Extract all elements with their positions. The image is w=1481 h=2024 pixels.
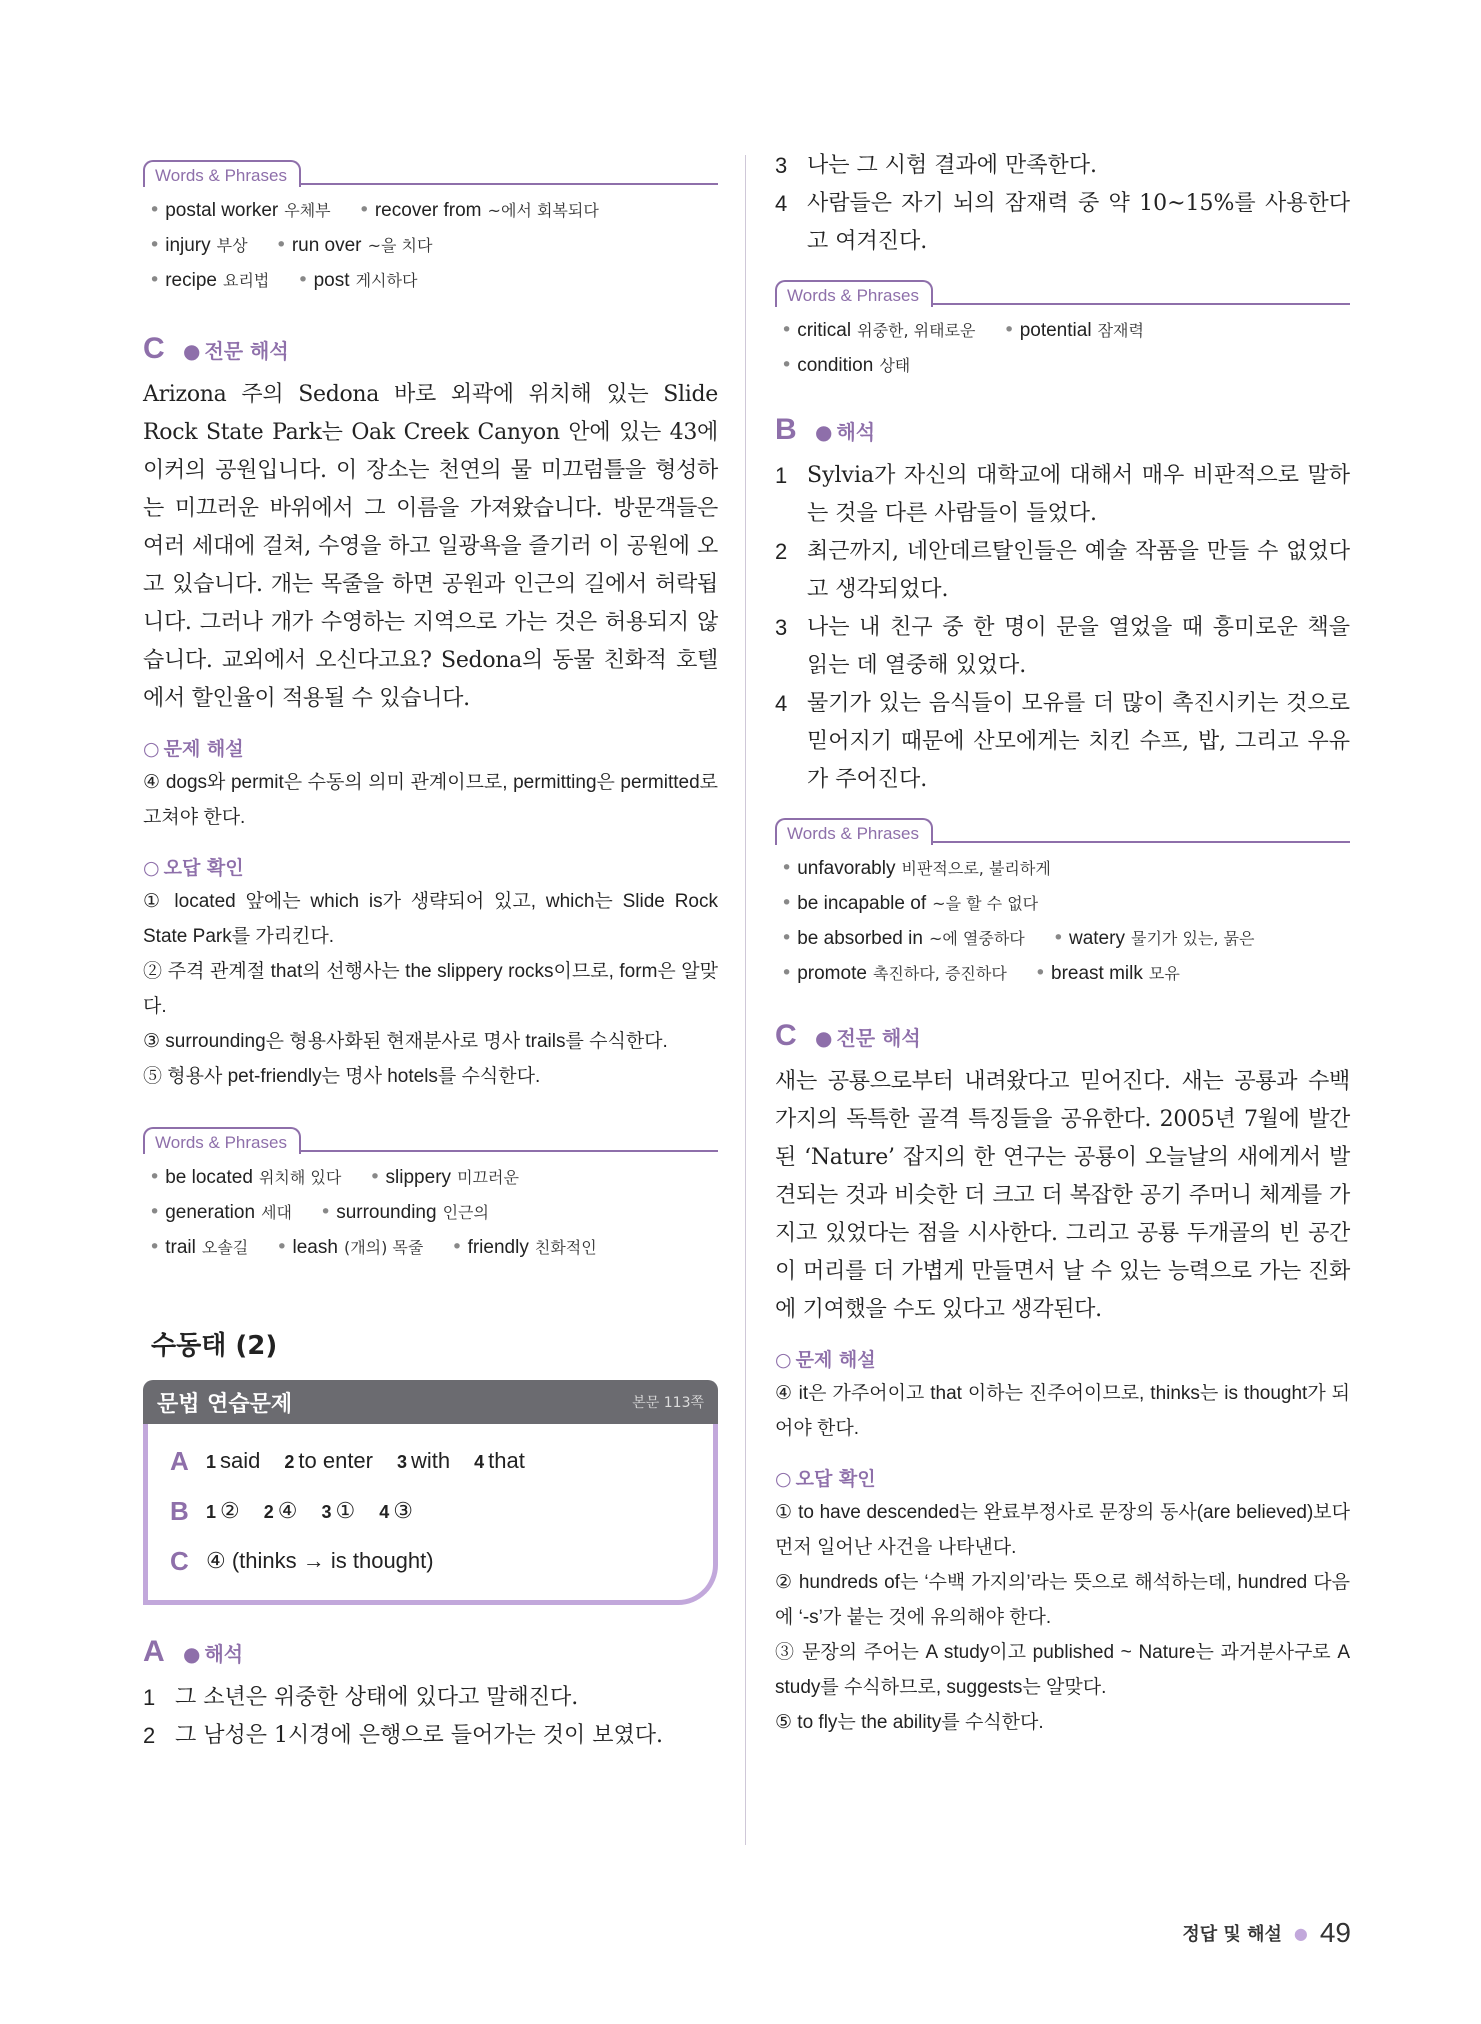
vocab-meaning: 세대 (261, 1203, 292, 1222)
vocab-term: post (313, 270, 350, 291)
answer-item (397, 1448, 450, 1474)
bullet-icon: • (1052, 927, 1064, 949)
words-phrases-list (143, 1152, 718, 1265)
list-item: 4 물기가 있는 음식들이 모유를 더 많이 촉진시키는 것으로 믿어지기 때문에 산모에게는 치킨 수프, 밥, 그리고 우유가 주어진다. (775, 691, 1350, 792)
vocab-item (359, 193, 599, 228)
error-check-item: ② 주격 관계절 that의 선행사는 the slippery rocks이므로, form은 알맞다. (143, 961, 718, 1017)
bullet-icon: • (149, 1166, 161, 1188)
vocab-item (149, 1160, 341, 1195)
vocab-term: run over (291, 235, 362, 256)
words-phrases-list (775, 843, 1350, 991)
list-item: 2 그 남성은 1시경에 은행으로 들어가는 것이 보였다. (143, 1723, 663, 1748)
answer-number: 1 (206, 1502, 217, 1522)
vocab-term: condition (797, 355, 874, 376)
vocab-meaning: 비판적으로, 불리하게 (901, 859, 1051, 878)
vocab-item (276, 1230, 423, 1265)
full-translation-paragraph: 새는 공룡으로부터 내려왔다고 믿어진다. 새는 공룡과 수백 가지의 독특한 골격 특징들을 공유한다. 2005년 7월에 발간된 ‘Nature’ 잡지의 한 연구는 공룡이 오늘날의 새에게서 발견되는 것과 비슷한 더 크고 더 복잡한 공기 주머니 체계를 가지고 있었다는 점을 시사한다. 그리고 공룡 두개골의 빈 공간이 머리를 더 가볍게 만들면서 날 수 있는 능력으로 가는 진화에 기여했을 수도 있다고 생각된다. (775, 1069, 1350, 1322)
vocab-item (781, 313, 975, 348)
bullet-icon: • (297, 269, 309, 291)
answer-value: that (488, 1448, 525, 1473)
words-phrases-tab: Words & Phrases (775, 280, 933, 307)
vocab-term: breast milk (1051, 963, 1143, 984)
words-phrases-row (149, 263, 718, 298)
section-title: 전문 해석 (836, 1025, 921, 1050)
words-phrases-box-2 (143, 1122, 718, 1265)
list-item: 1 Sylvia가 자신의 대학교에 대해서 매우 비판적으로 말하는 것을 다른 사람들이 들었다. (775, 463, 1350, 526)
error-check-item: ③ surrounding은 형용사화된 현재분사로 명사 trails를 수식한다. (143, 1031, 668, 1052)
words-phrases-row (781, 886, 1350, 921)
answer-row (170, 1436, 695, 1486)
vocab-meaning: 촉진하다, 증진하다 (872, 964, 1007, 983)
solution-text: ④ it은 가주어이고 that 이하는 진주어이므로, thinks는 is thought가 되어야 한다. (775, 1383, 1350, 1439)
answer-item (206, 1448, 260, 1474)
bullet-icon: • (451, 1236, 463, 1258)
section-c-header: C ● 전문 해석 (143, 332, 289, 365)
words-phrases-row (149, 1195, 718, 1230)
solution-heading-text: 문제 해설 (795, 1349, 876, 1371)
grammar-section-title: 수동태 (2) (151, 1331, 278, 1361)
vocab-meaning: 게시하다 (355, 271, 418, 290)
bullet-icon: • (369, 1166, 381, 1188)
words-phrases-tab: Words & Phrases (775, 818, 933, 845)
words-phrases-box-3 (775, 275, 1350, 383)
vocab-term: postal worker (165, 200, 279, 221)
vocab-item (781, 921, 1025, 956)
vocab-term: promote (797, 963, 867, 984)
words-phrases-box-1 (143, 155, 718, 298)
answer-value: ① (335, 1498, 356, 1523)
answer-number: 2 (284, 1452, 295, 1472)
solution-heading-text: 문제 해설 (163, 738, 244, 760)
vocab-item (1053, 921, 1255, 956)
section-letter: B (775, 413, 797, 446)
vocab-meaning: 미끄러운 (457, 1168, 519, 1187)
vocab-meaning: ~을 치다 (367, 236, 433, 255)
error-check-item: ① located 앞에는 which is가 생략되어 있고, which는 Slide Rock State Park를 가리킨다. (143, 891, 718, 947)
bullet-icon: • (149, 1236, 161, 1258)
section-title: 해석 (836, 419, 876, 444)
words-phrases-row (149, 1160, 718, 1195)
solution-heading: ○ 문제 해설 (143, 738, 244, 760)
vocab-item (276, 228, 433, 263)
translation-list-b (775, 457, 1350, 799)
list-item: 1 그 소년은 위중한 상태에 있다고 말해진다. (143, 1685, 579, 1710)
vocab-meaning: 인근의 (442, 1203, 489, 1222)
bullet-icon: • (319, 1201, 332, 1223)
footer-dot: ● (1293, 1923, 1308, 1943)
vocab-term: recover from (374, 200, 482, 221)
vocab-item (149, 228, 248, 263)
translation-list-a-continued (775, 147, 1350, 261)
answer-value: said (220, 1448, 261, 1473)
error-check-list (775, 1495, 1350, 1740)
vocab-term: critical (797, 320, 852, 341)
bullet-icon: • (781, 892, 793, 914)
list-item: 3 나는 그 시험 결과에 만족한다. (775, 153, 1097, 178)
answer-number: 3 (321, 1502, 332, 1522)
vocab-item (320, 1195, 489, 1230)
vocab-meaning: ~을 할 수 없다 (932, 894, 1039, 913)
bullet-icon: • (149, 1201, 161, 1223)
vocab-item (781, 886, 1038, 921)
vocab-term: recipe (165, 270, 217, 291)
words-phrases-row (149, 193, 718, 228)
vocab-item (369, 1160, 519, 1195)
words-phrases-row (149, 1230, 718, 1265)
answer-row (170, 1486, 695, 1536)
answer-item (474, 1448, 525, 1474)
words-phrases-list (775, 305, 1350, 383)
solution-heading: ○ 문제 해설 (775, 1349, 876, 1371)
answer-number: 1 (206, 1452, 217, 1472)
error-check-heading-text: 오답 확인 (163, 857, 244, 879)
vocab-item (297, 263, 417, 298)
grammar-practice-title: 문법 연습문제 (157, 1391, 293, 1417)
section-letter: C (143, 332, 165, 365)
answer-letter: C (170, 1545, 189, 1576)
answer-item (264, 1498, 298, 1524)
vocab-term: unfavorably (797, 858, 896, 879)
vocab-item (1035, 956, 1180, 991)
answer-value: ④ (277, 1498, 298, 1523)
solution-text: ④ dogs와 permit은 수동의 의미 관계이므로, permitting은 permitted로 고쳐야 한다. (143, 772, 718, 828)
vocab-meaning: 친화적인 (534, 1238, 597, 1257)
footer-label: 정답 및 해설 (1182, 1924, 1282, 1945)
answer-item (379, 1498, 413, 1524)
grammar-practice-box (143, 1380, 718, 1605)
vocab-item (149, 1195, 292, 1230)
words-phrases-row (149, 228, 718, 263)
vocab-term: trail (165, 1237, 196, 1258)
vocab-meaning: 상태 (879, 356, 911, 375)
vocab-item (781, 348, 910, 383)
bullet-icon: • (275, 234, 287, 256)
error-check-item: ② hundreds of는 ‘수백 가지의’라는 뜻으로 해석하는데, hundred 다음에 ‘-s’가 붙는 것에 유의해야 한다. (775, 1572, 1350, 1628)
bullet-icon: • (358, 199, 370, 221)
vocab-term: be located (165, 1167, 253, 1188)
section-a-header: A ● 해석 (143, 1635, 244, 1668)
answer-number: 2 (263, 1502, 274, 1522)
vocab-meaning: ~에서 회복되다 (487, 201, 599, 220)
error-check-list (143, 884, 718, 1094)
vocab-meaning: 위치해 있다 (258, 1168, 342, 1187)
error-check-item: ⑤ 형용사 pet-friendly는 명사 hotels를 수식한다. (143, 1066, 541, 1087)
vocab-item (149, 263, 269, 298)
words-phrases-row (781, 851, 1350, 886)
bullet-icon: • (276, 1236, 288, 1258)
words-phrases-row (781, 313, 1350, 348)
answer-letter: B (170, 1495, 189, 1526)
error-check-heading: ○ 오답 확인 (143, 857, 244, 879)
bullet-icon: • (781, 857, 793, 879)
page-number: 49 (1319, 1917, 1351, 1948)
words-phrases-row (781, 348, 1350, 383)
vocab-meaning: 잠재력 (1097, 321, 1144, 340)
section-b-header: B ● 해석 (775, 413, 876, 446)
answer-letter: A (170, 1445, 189, 1476)
answer-row (170, 1536, 695, 1586)
answer-value: ④ (thinks → is thought) (206, 1548, 434, 1573)
left-column (143, 155, 718, 1755)
bullet-icon: • (781, 354, 793, 376)
bullet-icon: • (1003, 319, 1015, 341)
words-phrases-tab: Words & Phrases (143, 160, 301, 187)
vocab-item (781, 851, 1051, 886)
full-translation-paragraph: Arizona 주의 Sedona 바로 외곽에 위치해 있는 Slide Rock State Park는 Oak Creek Canyon 안에 있는 43에이커의 공원입니다. 이 장소는 천연의 물 미끄럼틀을 형성하는 미끄러운 바위에서 그 이름을 가져왔습니다. 방문객들은 여러 세대에 걸쳐, 수영을 하고 일광욕을 즐기러 이 공원에 오고 있습니다. 개는 목줄을 하면 공원과 인근의 길에서 허락됩니다. 그러나 개가 수영하는 지역으로 가는 것은 허용되지 않습니다. 교외에서 오신다고요? Sedona의 동물 친화적 호텔에서 할인율이 적용될 수 있습니다. (143, 382, 718, 711)
answer-number: 4 (379, 1502, 390, 1522)
answer-item (284, 1448, 373, 1474)
vocab-term: potential (1019, 320, 1092, 341)
vocab-term: watery (1068, 928, 1125, 949)
vocab-meaning: 위중한, 위태로운 (857, 321, 976, 340)
vocab-term: leash (292, 1237, 338, 1258)
vocab-term: slippery (385, 1167, 452, 1188)
answer-value: to enter (298, 1448, 373, 1473)
vocab-item (149, 1230, 248, 1265)
bullet-icon: • (149, 199, 161, 221)
vocab-meaning: 우체부 (284, 201, 331, 220)
vocab-item (781, 956, 1007, 991)
section-c-header-right: C ● 전문 해석 (775, 1019, 921, 1052)
vocab-term: be absorbed in (797, 928, 923, 949)
section-title: 전문 해석 (204, 338, 289, 363)
vocab-item (149, 193, 331, 228)
error-check-item: ⑤ to fly는 the ability를 수식한다. (775, 1712, 1044, 1733)
vocab-meaning: 오솔길 (201, 1238, 249, 1257)
answer-number: 4 (474, 1452, 485, 1472)
list-item: 3 나는 내 친구 중 한 명이 문을 열었을 때 흥미로운 책을 읽는 데 열중해 있었다. (775, 615, 1350, 678)
list-item: 4 사람들은 자기 뇌의 잠재력 중 약 10~15%를 사용한다고 여겨진다. (775, 191, 1350, 254)
section-letter: C (775, 1019, 797, 1052)
answer-item (206, 1498, 240, 1524)
bullet-icon: • (149, 269, 161, 291)
words-phrases-row (781, 921, 1350, 956)
words-phrases-list (143, 185, 718, 298)
section-letter: A (143, 1635, 165, 1668)
bullet-icon: • (1034, 962, 1047, 984)
grammar-practice-ref: 본문 113쪽 (632, 1395, 704, 1411)
bullet-icon: • (781, 927, 793, 949)
error-check-item: ① to have descended는 완료부정사로 문장의 동사(are believed)보다 먼저 일어난 사건을 나타낸다. (775, 1502, 1350, 1558)
vocab-term: generation (165, 1202, 256, 1223)
answer-value: ② (220, 1498, 240, 1523)
answer-value: with (411, 1448, 451, 1473)
translation-list-a (143, 1679, 718, 1755)
section-title: 해석 (204, 1641, 244, 1666)
bullet-icon: • (781, 319, 793, 341)
words-phrases-row (781, 956, 1350, 991)
words-phrases-box-4 (775, 813, 1350, 991)
list-item: 2 최근까지, 네안데르탈인들은 예술 작품을 만들 수 없었다고 생각되었다. (775, 539, 1350, 602)
grammar-answers (143, 1424, 718, 1605)
vocab-meaning: 모유 (1148, 964, 1180, 983)
vocab-term: friendly (467, 1237, 529, 1258)
column-divider (745, 155, 746, 1845)
vocab-term: be incapable of (797, 893, 927, 914)
vocab-meaning: (개의) 목줄 (343, 1238, 424, 1257)
answer-value: ③ (393, 1498, 413, 1523)
vocab-meaning: ~에 열중하다 (928, 929, 1025, 948)
page-footer (1182, 1917, 1351, 1949)
vocab-item (1003, 313, 1143, 348)
words-phrases-tab: Words & Phrases (143, 1127, 301, 1154)
vocab-term: injury (165, 235, 211, 256)
error-check-heading: ○ 오답 확인 (775, 1468, 876, 1490)
error-check-item: ③ 문장의 주어는 A study이고 published ~ Nature는 과거분사구로 A study를 수식하므로, suggests는 알맞다. (775, 1642, 1350, 1698)
vocab-item (451, 1230, 596, 1265)
vocab-meaning: 부상 (216, 236, 248, 255)
vocab-meaning: 물기가 있는, 묽은 (1131, 929, 1255, 948)
answer-item (206, 1548, 434, 1574)
vocab-meaning: 요리법 (223, 271, 270, 290)
vocab-term: surrounding (336, 1202, 437, 1223)
bullet-icon: • (781, 962, 793, 984)
answer-number: 3 (397, 1452, 408, 1472)
answer-item (322, 1498, 356, 1524)
right-column (775, 155, 1350, 1740)
error-check-heading-text: 오답 확인 (795, 1468, 876, 1490)
grammar-practice-header (143, 1380, 718, 1424)
bullet-icon: • (149, 234, 161, 256)
